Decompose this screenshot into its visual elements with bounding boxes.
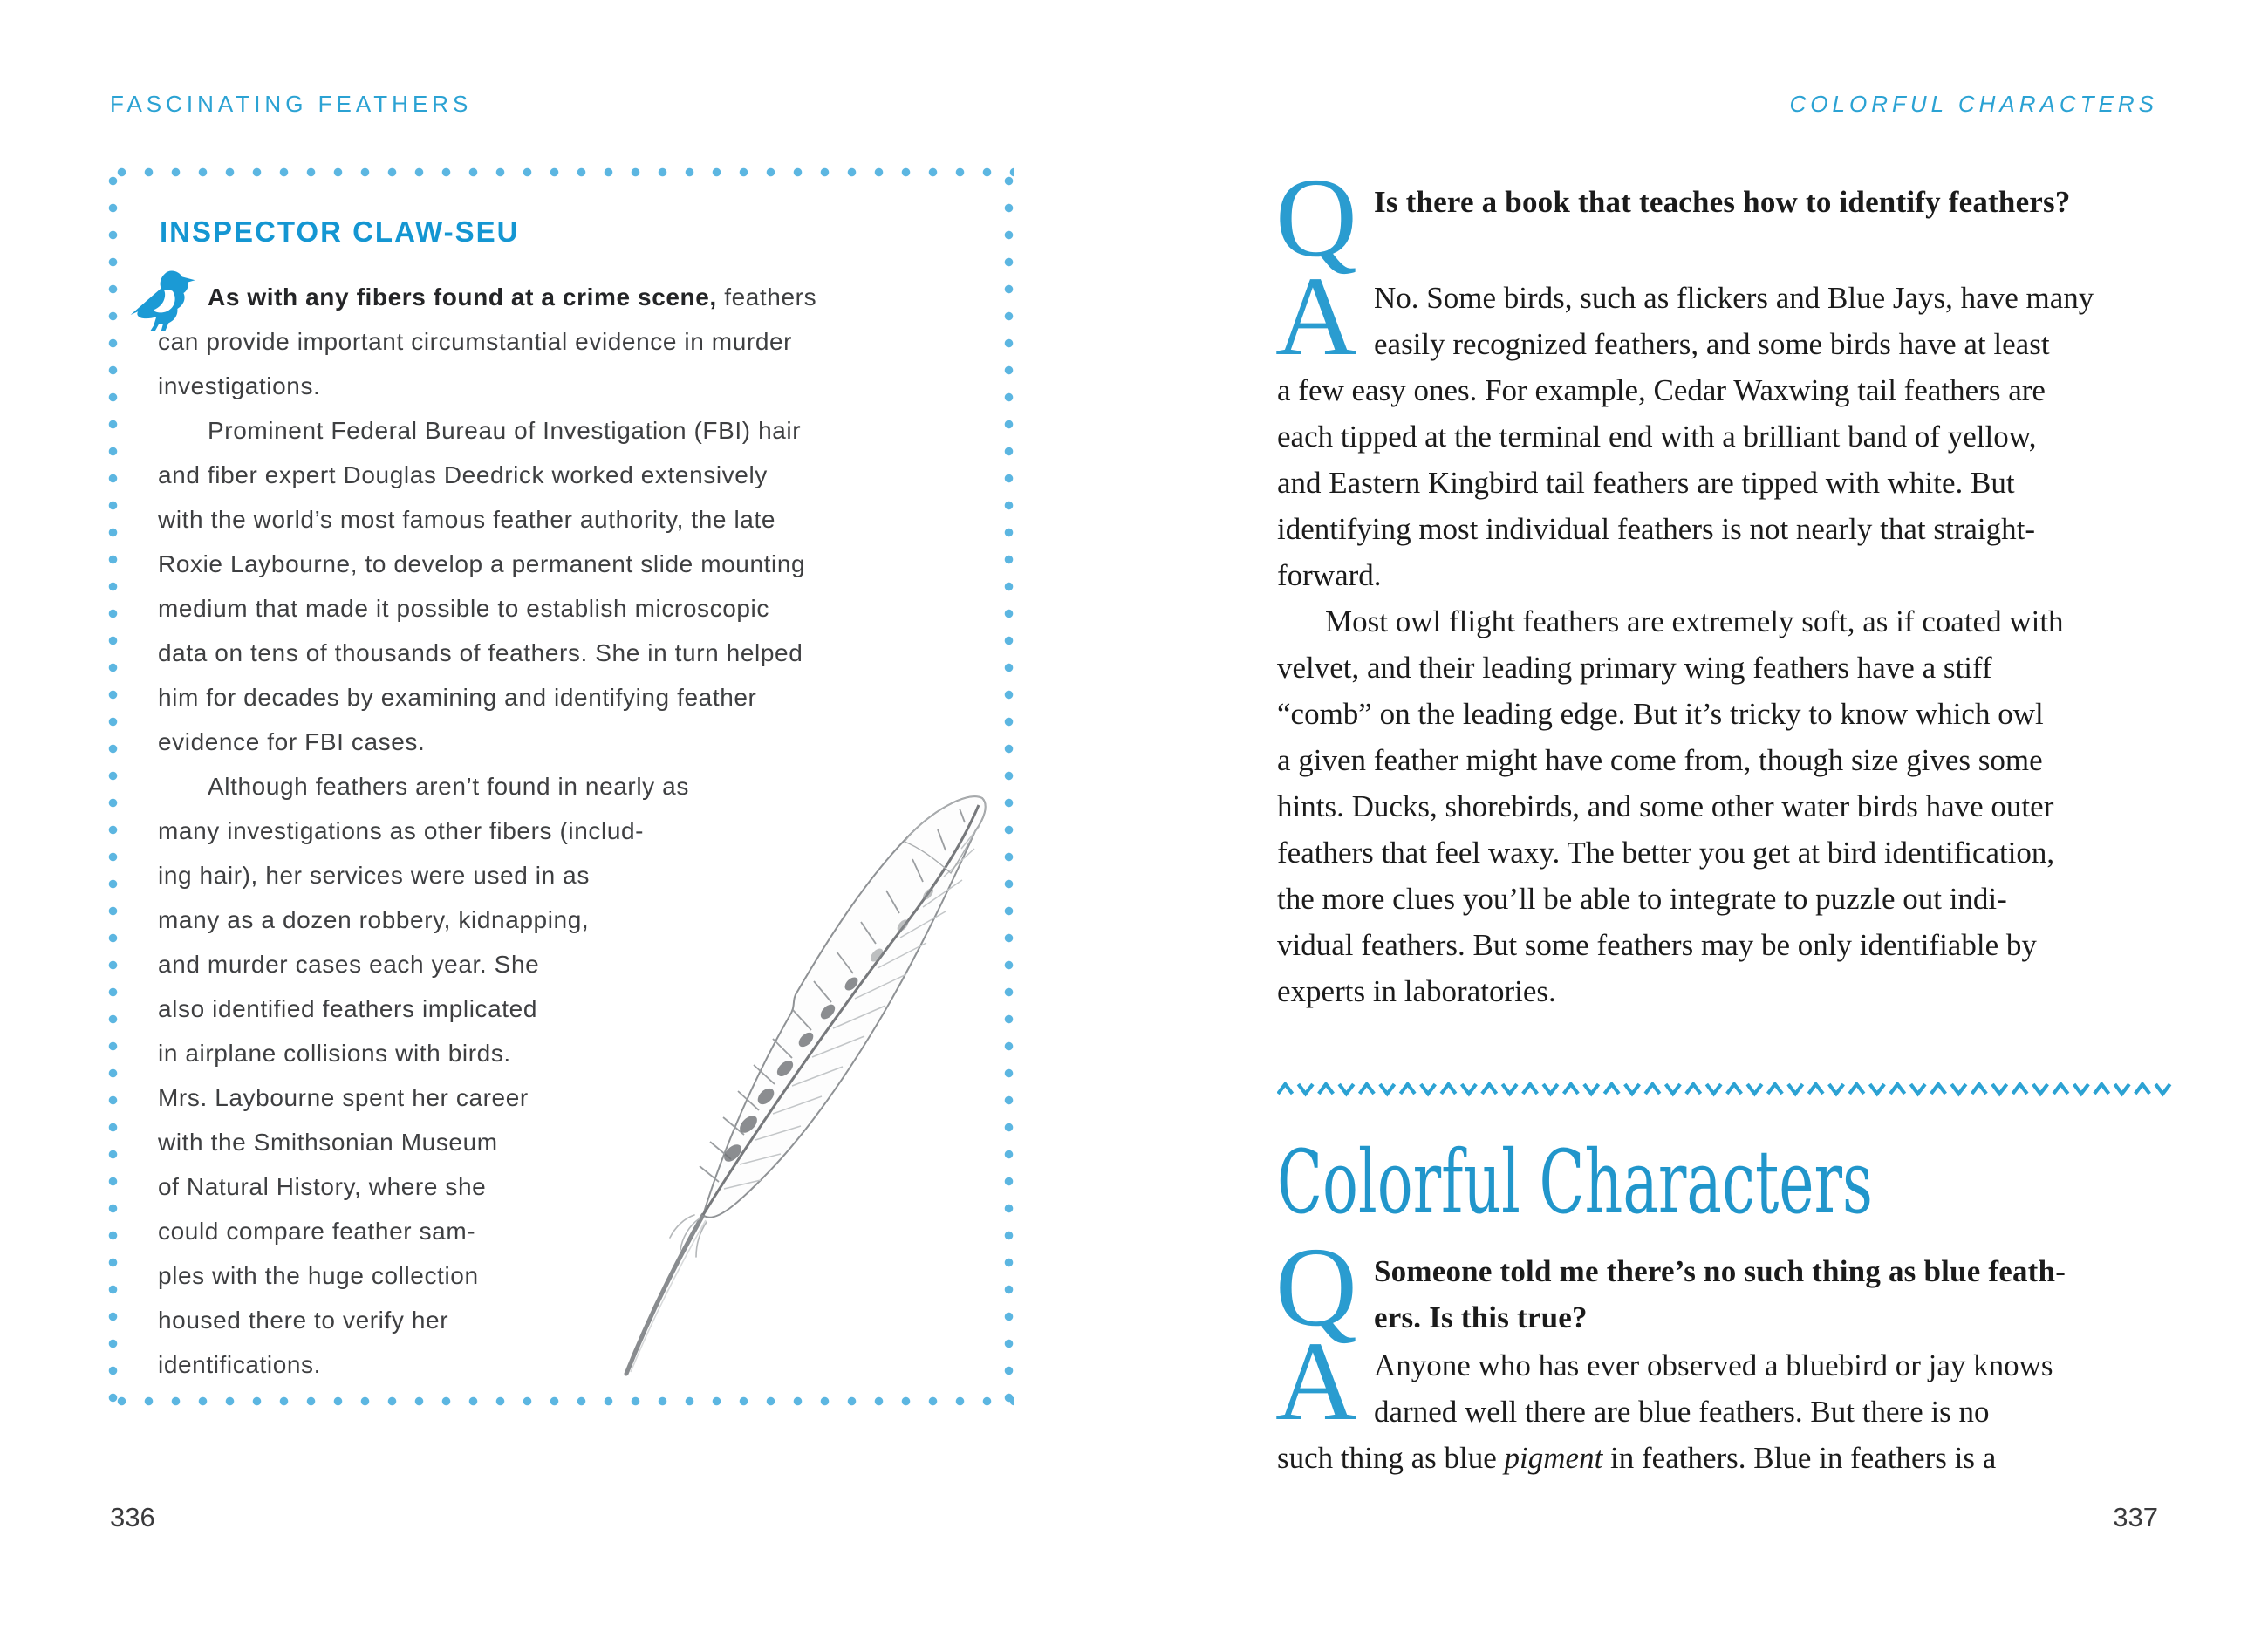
right-running-head: COLORFUL CHARACTERS (1789, 91, 2158, 117)
answer1-dropcap-a: A (1275, 254, 1357, 379)
zigzag-divider (1277, 1082, 2176, 1097)
text-line: ing hair), her services were used in as (158, 862, 590, 889)
text-line: each tipped at the terminal end with a brilliant band of yellow, (1277, 420, 2037, 454)
text-line: in airplane collisions with birds. (158, 1040, 511, 1067)
text-line: and fiber expert Douglas Deedrick worked extensively (158, 461, 768, 488)
text-line: such thing as blue pigment in feathers. Blue in feathers is a (1277, 1441, 1997, 1475)
text-line: investigations. (158, 372, 321, 399)
text-line: data on tens of thousands of feathers. She in turn helped (158, 639, 803, 666)
box-border-top (108, 167, 1014, 177)
text-line: As with any fibers found at a crime scene, feathers (208, 283, 817, 311)
text-line: him for decades by examining and identifying feather (158, 684, 757, 711)
text-line: velvet, and their leading primary wing feathers have a stiff (1277, 651, 1992, 685)
text-line: can provide important circumstantial evidence in murder (158, 328, 793, 355)
answer1-hang-text (1374, 275, 2211, 367)
text-line: Mrs. Laybourne spent her career (158, 1084, 529, 1111)
text-line: and murder cases each year. She (158, 951, 540, 978)
text-line: could compare feather sam- (158, 1218, 476, 1245)
text-line: darned well there are blue feathers. But there is no (1374, 1395, 1990, 1429)
inspector-box-heading: INSPECTOR CLAW-SEU (160, 215, 520, 248)
text-line: experts in laboratories. (1277, 974, 1556, 1008)
zigzag-divider-path (1278, 1084, 2170, 1094)
text-line: easily recognized feathers, and some birds have at least (1374, 327, 2050, 361)
question2-text (1374, 1248, 2211, 1341)
left-running-head: FASCINATING FEATHERS (110, 91, 473, 117)
text-line: many as a dozen robbery, kidnapping, (158, 906, 590, 933)
text-line: the more clues you’ll be able to integrate to puzzle out indi- (1277, 882, 2007, 916)
text-line: identifications. (158, 1351, 322, 1378)
text-line: feathers that feel waxy. The better you get at bird identification, (1277, 836, 2055, 870)
text-line: “comb” on the leading edge. But it’s tricky to know which owl (1277, 697, 2044, 731)
text-line: Prominent Federal Bureau of Investigation (FBI) hair (208, 417, 802, 444)
text-line: with the world’s most famous feather authority, the late (158, 506, 776, 533)
text-line: Anyone who has ever observed a bluebird or jay knows (1374, 1348, 2053, 1382)
answer2-dropcap-a: A (1275, 1319, 1357, 1444)
text-line: of Natural History, where she (158, 1173, 487, 1200)
question2-dropcap-q: Q (1275, 1225, 1357, 1350)
text-line: with the Smithsonian Museum (158, 1129, 498, 1156)
text-line: Someone told me there’s no such thing as blue feath- (1374, 1254, 2066, 1288)
feather-sketch-illustration (602, 772, 1012, 1382)
text-line: identifying most individual feathers is not nearly that straight- (1277, 512, 2035, 546)
text-line: housed there to verify her (158, 1307, 449, 1334)
text-line: forward. (1277, 558, 1382, 592)
text-line: many investigations as other fibers (includ- (158, 817, 645, 844)
text-line: a few easy ones. For example, Cedar Waxwing tail feathers are (1277, 373, 2046, 407)
text-line: Roxie Laybourne, to develop a permanent slide mounting (158, 550, 806, 577)
box-border-bottom (108, 1396, 1014, 1406)
text-line: also identified feathers implicated (158, 995, 538, 1022)
text-line: Is there a book that teaches how to identify feathers? (1374, 185, 2071, 219)
question1-text (1374, 179, 2211, 225)
answer1-full-text (1277, 367, 2202, 1014)
question1-dropcap-q: Q (1275, 155, 1357, 281)
text-line: No. Some birds, such as flickers and Blue Jays, have many (1374, 281, 2094, 315)
left-page-number: 336 (110, 1502, 155, 1532)
answer2-hang-text (1374, 1342, 2211, 1435)
answer2-full-text (1277, 1435, 2202, 1481)
text-line: and Eastern Kingbird tail feathers are tipped with white. But (1277, 466, 2015, 500)
text-line: a given feather might have come from, though size gives some (1277, 743, 2043, 777)
text-line: vidual feathers. But some feathers may be only identifiable by (1277, 928, 2037, 962)
text-line: Although feathers aren’t found in nearly as (208, 773, 689, 800)
text-line: hints. Ducks, shorebirds, and some other water birds have outer (1277, 789, 2054, 823)
text-line: ples with the huge collection (158, 1262, 479, 1289)
box-border-left (108, 167, 118, 1406)
right-page-number: 337 (2113, 1502, 2158, 1532)
text-line: Most owl flight feathers are extremely soft, as if coated with (1325, 604, 2064, 638)
text-line: evidence for FBI cases. (158, 728, 426, 755)
text-line: ers. Is this true? (1374, 1300, 1588, 1334)
text-line: medium that made it possible to establish microscopic (158, 595, 769, 622)
section-heading: Colorful Characters (1277, 1131, 1873, 1233)
